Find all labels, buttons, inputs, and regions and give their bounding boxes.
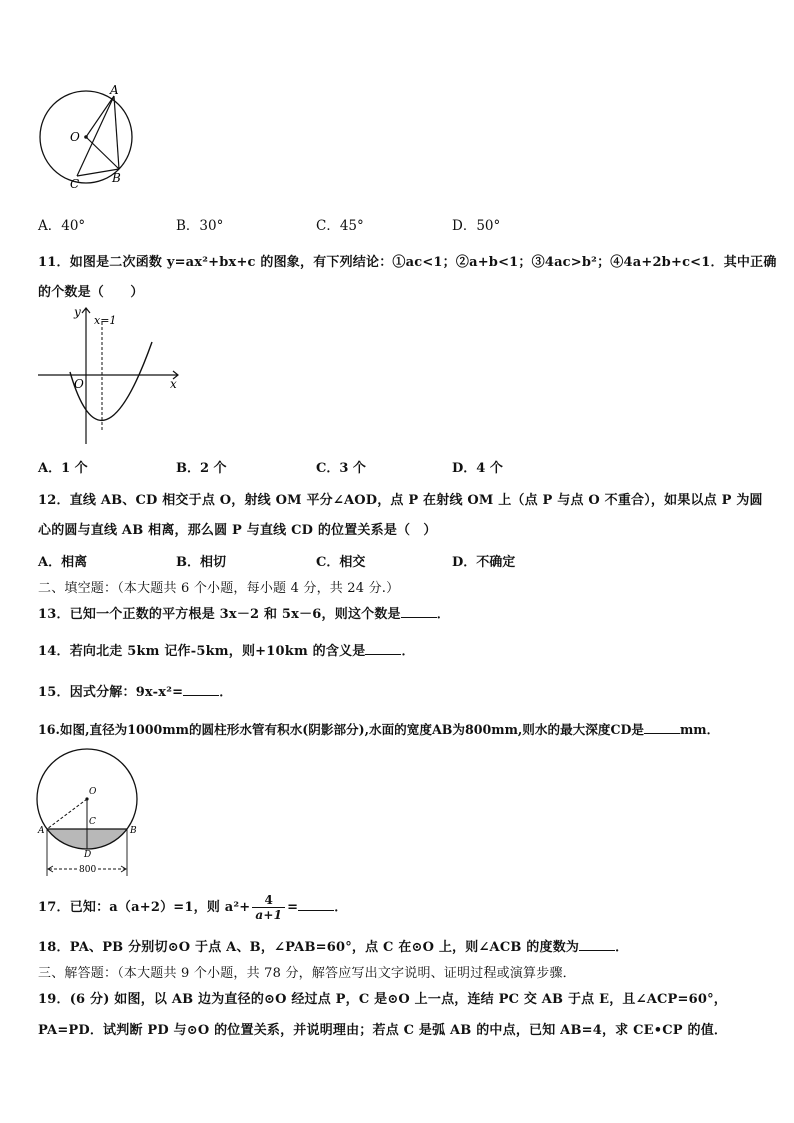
q10-circle-figure: [30, 82, 140, 192]
q11-choice-d: D．4 个: [452, 461, 503, 476]
q18-line: [38, 936, 628, 955]
q10-label-b: B: [112, 171, 121, 185]
q11-choice-a: A．1 个: [38, 461, 88, 476]
q11-label-y: y: [74, 305, 81, 319]
q17-end: ．: [334, 900, 348, 915]
q13-line: [38, 603, 450, 622]
q16-label-width: 800: [79, 865, 97, 875]
q16-label-c: C: [89, 817, 96, 827]
q10-label-c: C: [70, 177, 80, 191]
q17-answer-blank[interactable]: [298, 898, 334, 911]
q12-choice-c: C．相交: [316, 555, 366, 570]
section-2-heading: 二、填空题：（本大题共 6 个小题，每小题 4 分，共 24 分.）: [38, 581, 400, 596]
section-3-heading: 三、解答题：（本大题共 9 个小题，共 78 分，解答应写出文字说明、证明过程或演算步骤．: [38, 966, 576, 981]
q16-answer-blank[interactable]: [644, 721, 680, 734]
q19-line1: 19．(6 分) 如图，以 AB 边为直径的⊙O 经过点 P，C 是⊙O 上一点，连结 PC 交 AB 于点 E，且∠ACP=60°，: [38, 992, 727, 1007]
q14-line: [38, 640, 415, 659]
q14-end: ．: [401, 644, 415, 659]
q11-stem-line1: 11．如图是二次函数 y=ax²+bx+c 的图象，有下列结论：①ac<1；②a+b<1；③4ac>b²；④4a+2b+c<1．其中正确: [38, 255, 777, 270]
q11-stem-line2: 的个数是（ ）: [38, 285, 144, 300]
q12-stem-line1: 12．直线 AB、CD 相交于点 O，射线 OM 平分∠AOD，点 P 在射线 OM 上（点 P 与点 O 不重合），如果以点 P 为圆: [38, 493, 763, 508]
q10-choice-c: C．45°: [316, 218, 364, 234]
q10-choice-d: D．50°: [452, 218, 501, 234]
q16-text: 16.如图,直径为1000mm的圆柱形水管有积水(阴影部分),水面的宽度AB为800mm,则水的最大深度CD是: [38, 722, 644, 737]
q17-frac-den: a+1: [255, 908, 283, 922]
q18-end: ．: [615, 940, 629, 955]
q16-pipe-figure: [34, 744, 146, 884]
q16-label-a: A: [38, 826, 45, 836]
q15-line: [38, 681, 232, 700]
q13-text: 13．已知一个正数的平方根是 3x－2 和 5x－6，则这个数是: [38, 607, 401, 622]
q10-choice-b: B．30°: [176, 218, 224, 234]
q12-choice-a: A．相离: [38, 555, 88, 570]
q19-line2: PA=PD．试判断 PD 与⊙O 的位置关系，并说明理由；若点 C 是弧 AB 的中点，已知 AB=4，求 CE•CP 的值．: [38, 1023, 728, 1038]
q11-label-axis: x=1: [94, 314, 117, 327]
q15-text: 15．因式分解：9x-x²=: [38, 685, 184, 700]
q14-answer-blank[interactable]: [365, 642, 401, 655]
q17-fraction: [252, 893, 285, 922]
q13-end: ．: [436, 607, 450, 622]
q15-answer-blank[interactable]: [183, 683, 219, 696]
q17-frac-num: 4: [252, 893, 285, 908]
q13-answer-blank[interactable]: [401, 605, 437, 618]
q11-parabola-figure: [34, 302, 184, 450]
q16-label-b: B: [130, 826, 137, 836]
q11-choice-b: B．2 个: [176, 461, 227, 476]
q10-choice-a: A．40°: [38, 218, 86, 234]
q11-choice-c: C．3 个: [316, 461, 366, 476]
q11-label-x: x: [170, 377, 177, 391]
q12-stem-line2: 心的圆与直线 AB 相离，那么圆 P 与直线 CD 的位置关系是（ ）: [38, 523, 437, 538]
q16-label-d: D: [84, 850, 92, 860]
q16-label-o: O: [89, 787, 97, 797]
q10-label-o: O: [70, 130, 80, 144]
q17-text: 17．已知：a（a+2）=1，则 a²+: [38, 900, 251, 915]
q17-line: [38, 888, 347, 928]
q15-end: ．: [219, 685, 233, 700]
q18-answer-blank[interactable]: [579, 938, 615, 951]
q12-choice-b: B．相切: [176, 555, 226, 570]
q11-label-o: O: [74, 377, 84, 391]
q17-eq: =: [287, 900, 299, 915]
q12-choice-d: D．不确定: [452, 555, 516, 570]
q16-line: [38, 719, 719, 738]
q18-text: 18．PA、PB 分别切⊙O 于点 A、B，∠PAB=60°，点 C 在⊙O 上，则∠ACB 的度数为: [38, 940, 580, 955]
q10-label-a: A: [110, 83, 119, 97]
q16-end: mm．: [679, 722, 720, 737]
q14-text: 14．若向北走 5km 记作-5km，则+10km 的含义是: [38, 644, 366, 659]
